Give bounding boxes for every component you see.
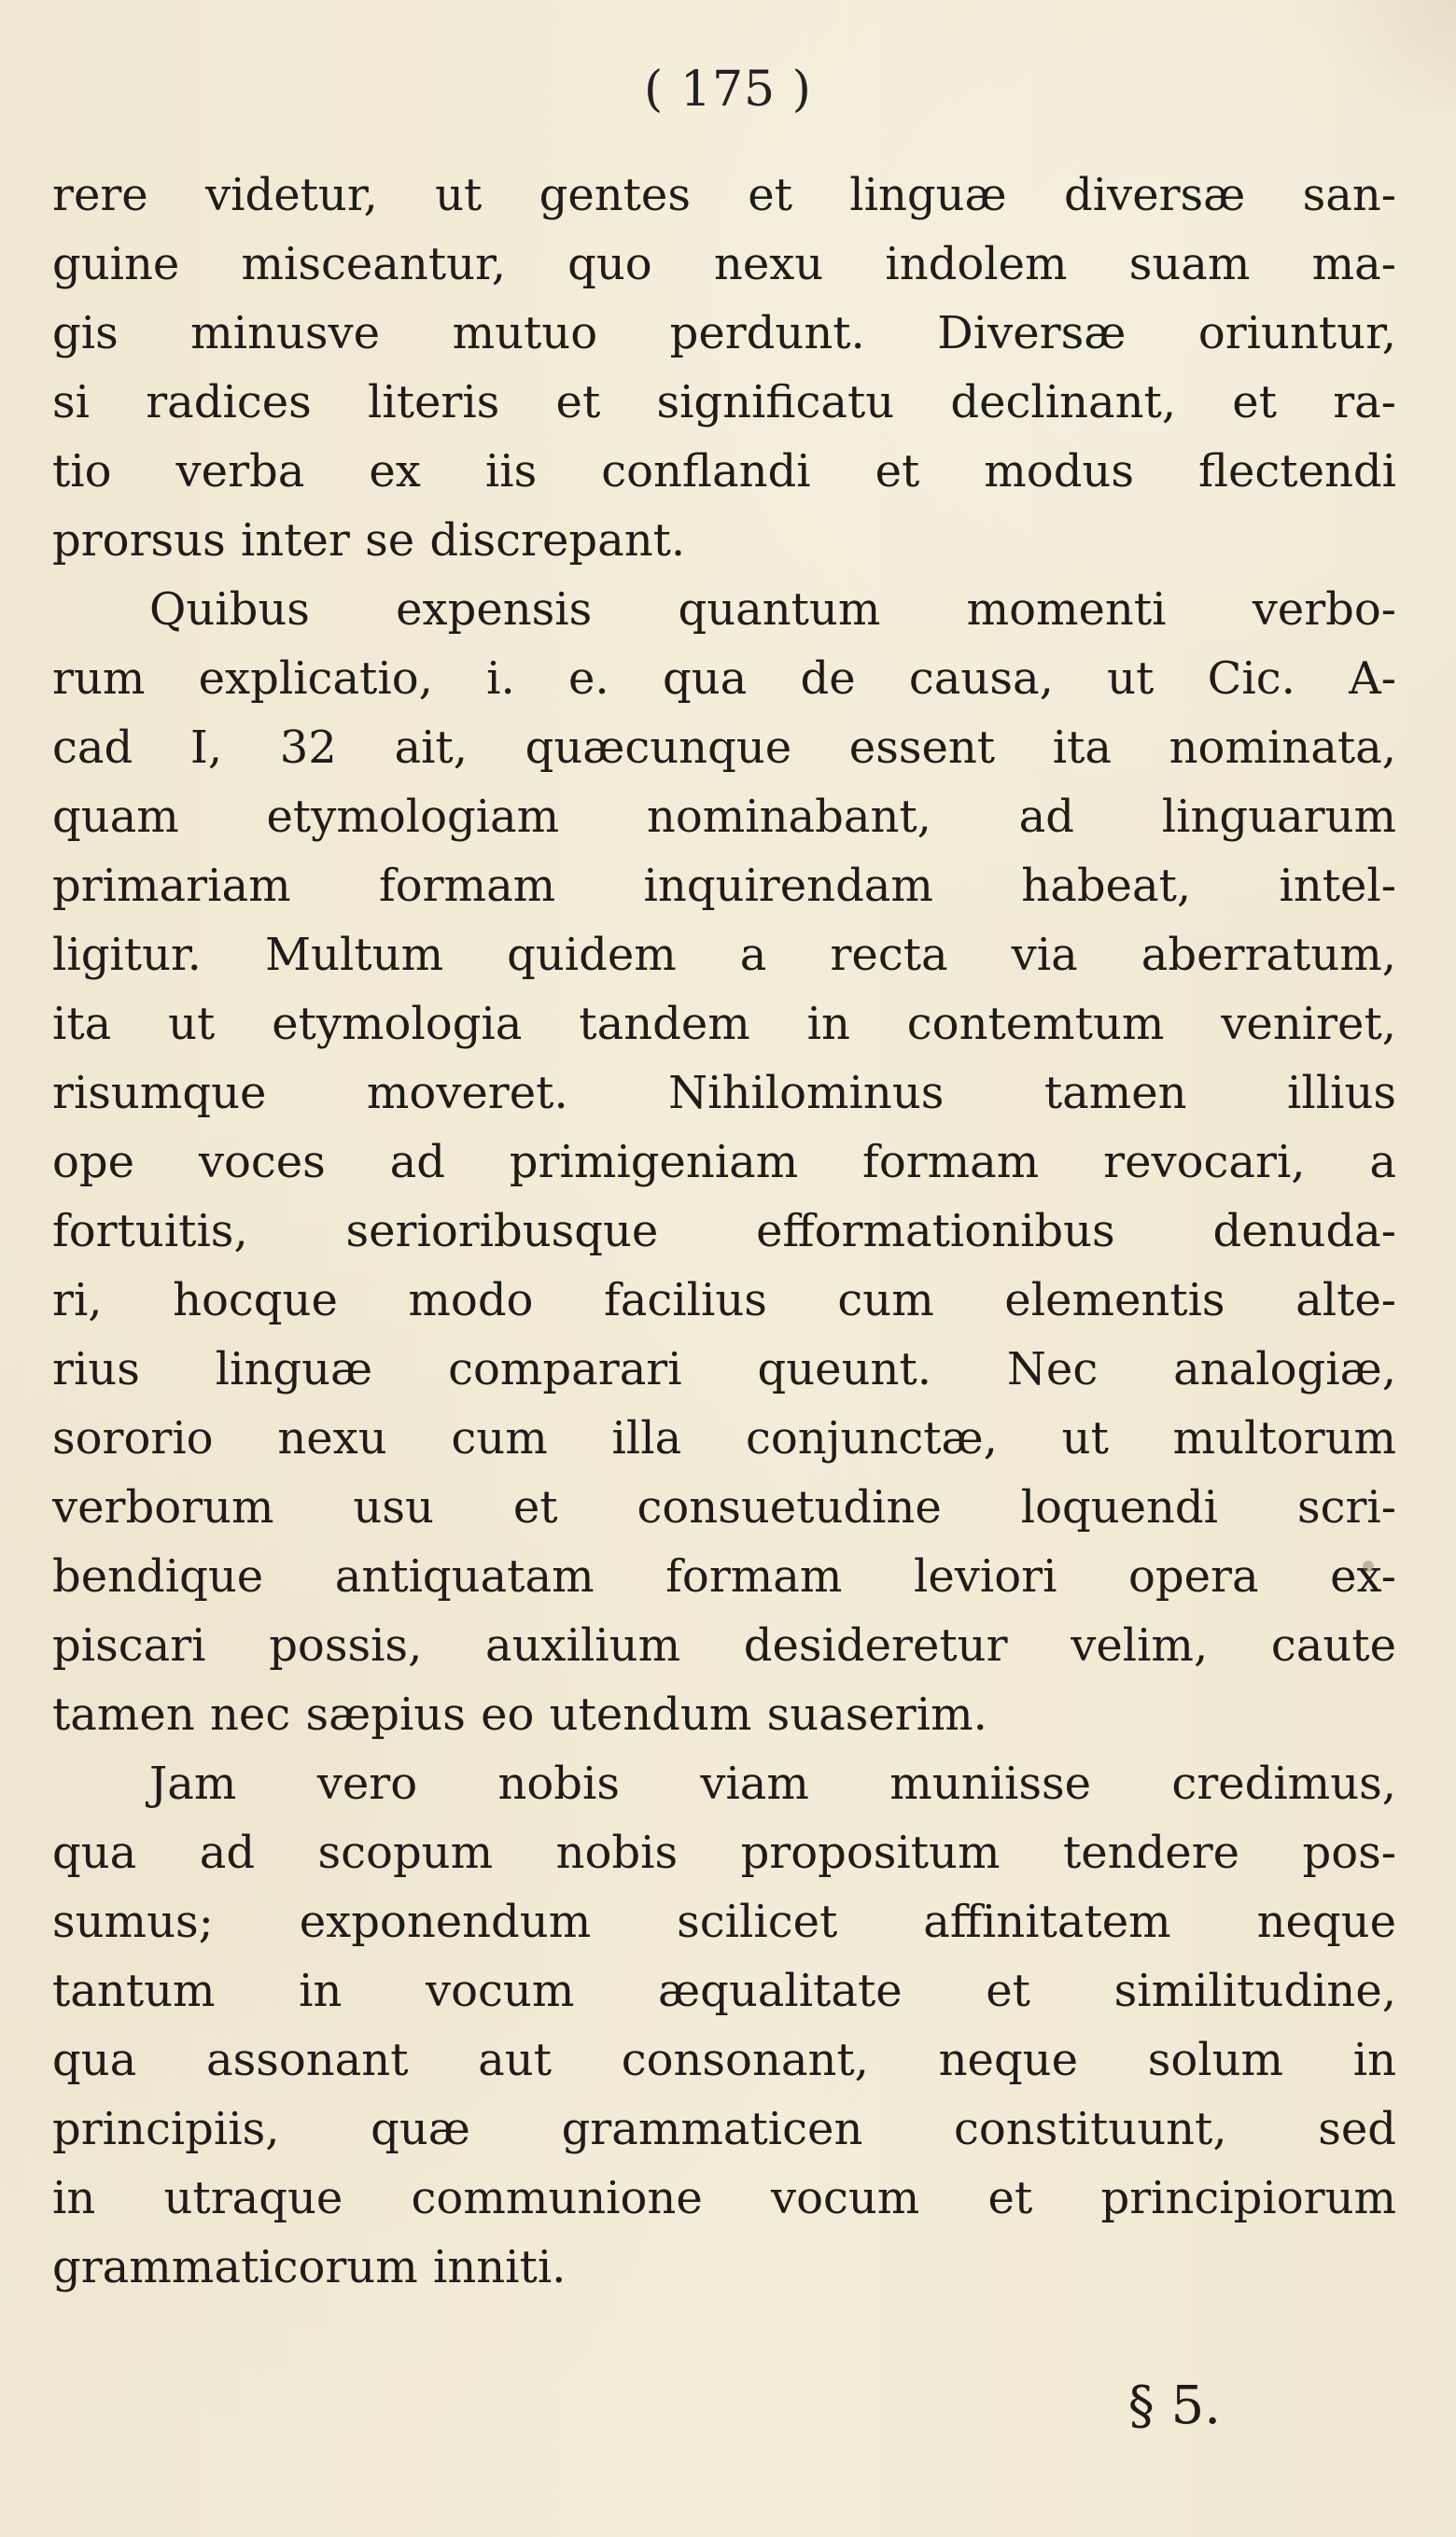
text-line-30: in utraque communione vocum et principiorum (52, 2172, 1396, 2224)
text-line-22: piscari possis, auxilium desideretur velim, caute (52, 1619, 1396, 1672)
text-line-9: cad I, 32 ait, quæcunque essent ita nominata, (52, 722, 1396, 774)
text-line-1: rere videtur, ut gentes et linguæ diversæ san- (52, 169, 1396, 221)
text-line-21: bendique antiquatam formam leviori opera ex- (52, 1550, 1396, 1603)
text-line-3: gis minusve mutuo perdunt. Diversæ oriuntur, (52, 307, 1396, 359)
text-line-4: si radices literis et significatu declinant, et ra- (52, 376, 1396, 428)
text-line-26: sumus; exponendum scilicet affinitatem neque (52, 1896, 1396, 1948)
catchword: § 5. (1127, 2376, 1221, 2436)
text-line-23: tamen nec sæpius eo utendum suaserim. (52, 1689, 987, 1741)
text-line-11: primariam formam inquirendam habeat, intel- (52, 860, 1396, 912)
text-line-15: ope voces ad primigeniam formam revocari, a (52, 1136, 1396, 1188)
text-line-8: rum explicatio, i. e. qua de causa, ut Cic. A- (52, 652, 1396, 705)
text-line-27: tantum in vocum æqualitate et similitudine, (52, 1965, 1396, 2017)
text-line-18: rius linguæ comparari queunt. Nec analogiæ, (52, 1343, 1396, 1395)
text-line-2: guine misceantur, quo nexu indolem suam ma- (52, 238, 1396, 290)
text-line-16: fortuitis, serioribusque efformationibus denuda- (52, 1205, 1396, 1257)
text-line-24: Jam vero nobis viam muniisse credimus, (149, 1758, 1396, 1810)
text-line-25: qua ad scopum nobis propositum tendere pos- (52, 1827, 1396, 1879)
page-number: ( 175 ) (644, 62, 812, 118)
text-line-31: grammaticorum inniti. (52, 2241, 567, 2293)
text-line-29: principiis, quæ grammaticen constituunt, sed (52, 2103, 1396, 2155)
paper-spec (1363, 1561, 1374, 1572)
text-line-17: ri, hocque modo facilius cum elementis alte- (52, 1274, 1396, 1326)
text-line-12: ligitur. Multum quidem a recta via aberratum, (52, 929, 1396, 981)
text-line-7: Quibus expensis quantum momenti verbo- (149, 583, 1396, 636)
text-line-13: ita ut etymologia tandem in contemtum veniret, (52, 998, 1396, 1050)
body-text (52, 161, 1396, 2302)
text-line-19: sororio nexu cum illa conjunctæ, ut multorum (52, 1412, 1396, 1465)
text-line-6: prorsus inter se discrepant. (52, 514, 686, 567)
text-line-10: quam etymologiam nominabant, ad linguarum (52, 791, 1396, 843)
text-line-28: qua assonant aut consonant, neque solum in (52, 2034, 1396, 2086)
text-line-5: tio verba ex iis conflandi et modus flectendi (52, 445, 1396, 498)
text-line-20: verborum usu et consuetudine loquendi scri- (52, 1481, 1396, 1534)
text-line-14: risumque moveret. Nihilominus tamen illius (52, 1067, 1396, 1119)
